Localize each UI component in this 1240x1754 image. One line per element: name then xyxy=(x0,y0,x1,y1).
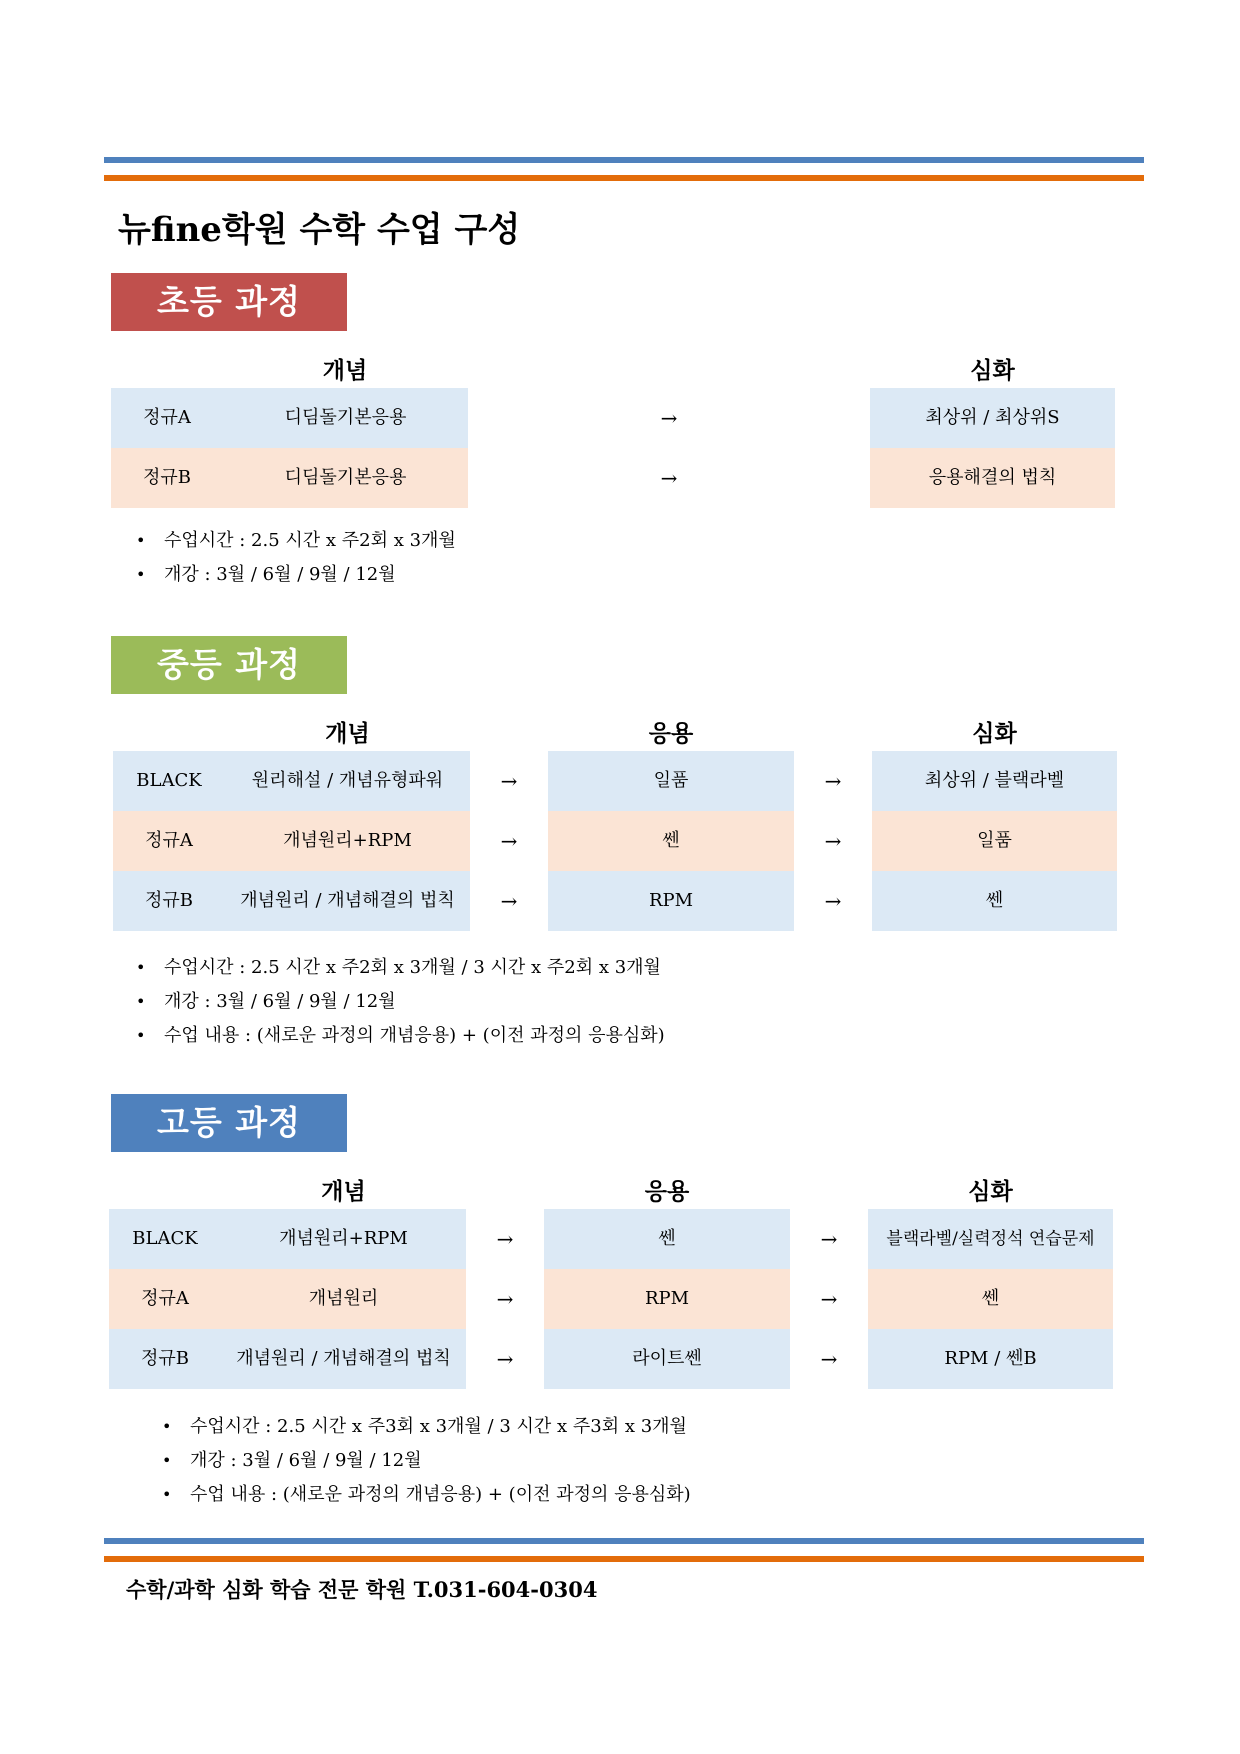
note-item: • 수업시간 : 2.5 시간 x 주2회 x 3개월 / 3 시간 x 주2회 x 3개월 xyxy=(136,951,665,985)
note-item: • 수업 내용 : (새로운 과정의 개념응용) + (이전 과정의 응용심화) xyxy=(162,1478,691,1512)
middle-header-applied: 응용 xyxy=(648,720,694,747)
arrow-icon: → xyxy=(500,829,518,853)
concept-cell: 원리해설 / 개념유형파워 xyxy=(225,751,470,811)
concept-cell: 개념원리 / 개념해결의 법칙 xyxy=(221,1329,466,1389)
note-item: • 수업시간 : 2.5 시간 x 주2회 x 3개월 xyxy=(136,524,456,558)
high-header-concept: 개념 xyxy=(321,1178,366,1205)
concept-cell: 디딤돌기본응용 xyxy=(223,448,468,508)
row-label: 정규A xyxy=(111,388,223,448)
note-item: • 개강 : 3월 / 6월 / 9월 / 12월 xyxy=(162,1444,691,1478)
top-rule-orange xyxy=(104,175,1144,181)
row-label: 정규B xyxy=(111,448,223,508)
arrow-icon: → xyxy=(500,889,518,913)
arrow-icon: → xyxy=(660,406,678,430)
applied-cell: 쎈 xyxy=(548,811,794,871)
concept-cell: 개념원리 / 개념해결의 법칙 xyxy=(225,871,470,931)
note-item: • 개강 : 3월 / 6월 / 9월 / 12월 xyxy=(136,558,456,592)
top-rule-blue xyxy=(104,157,1144,163)
arrow-icon: → xyxy=(496,1347,514,1371)
applied-cell: 라이트쎈 xyxy=(544,1329,790,1389)
applied-cell: 쎈 xyxy=(544,1209,790,1269)
arrow-icon: → xyxy=(500,769,518,793)
row-label: BLACK xyxy=(109,1209,221,1269)
arrow-icon: → xyxy=(496,1287,514,1311)
arrow-icon: → xyxy=(496,1227,514,1251)
row-label: 정규B xyxy=(113,871,225,931)
high-header-applied: 응용 xyxy=(644,1178,690,1205)
bottom-rule-orange xyxy=(104,1556,1144,1562)
applied-cell: RPM xyxy=(544,1269,790,1329)
applied-cell: RPM xyxy=(548,871,794,931)
elementary-header-concept: 개념 xyxy=(322,357,368,384)
row-label: BLACK xyxy=(113,751,225,811)
row-label: 정규A xyxy=(113,811,225,871)
advanced-cell: 응용해결의 법칙 xyxy=(870,448,1115,508)
arrow-icon: → xyxy=(824,769,842,793)
high-notes xyxy=(162,1410,691,1512)
elementary-header-advanced: 심화 xyxy=(970,357,1015,384)
arrow-icon: → xyxy=(660,466,678,490)
high-header-advanced: 심화 xyxy=(968,1178,1013,1205)
advanced-cell: RPM / 쎈B xyxy=(868,1329,1113,1389)
note-item: • 수업 내용 : (새로운 과정의 개념응용) + (이전 과정의 응용심화) xyxy=(136,1019,665,1053)
elementary-badge: 초등 과정 xyxy=(111,273,347,331)
middle-notes xyxy=(136,951,665,1053)
page-title: 뉴fine학원 수학 수업 구성 xyxy=(118,210,521,250)
middle-header-concept: 개념 xyxy=(325,720,370,747)
advanced-cell: 블랙라벨/실력정석 연습문제 xyxy=(868,1209,1113,1269)
advanced-cell: 쎈 xyxy=(868,1269,1113,1329)
concept-cell: 개념원리 xyxy=(221,1269,466,1329)
bottom-rule-blue xyxy=(104,1538,1144,1544)
arrow-icon: → xyxy=(820,1347,838,1371)
advanced-cell: 일품 xyxy=(872,811,1117,871)
elementary-notes xyxy=(136,524,456,592)
applied-cell: 일품 xyxy=(548,751,794,811)
row-label: 정규B xyxy=(109,1329,221,1389)
row-label: 정규A xyxy=(109,1269,221,1329)
concept-cell: 디딤돌기본응용 xyxy=(223,388,468,448)
note-item: • 수업시간 : 2.5 시간 x 주3회 x 3개월 / 3 시간 x 주3회 x 3개월 xyxy=(162,1410,691,1444)
high-badge: 고등 과정 xyxy=(111,1094,347,1152)
footer-contact: 수학/과학 심화 학습 전문 학원 T.031-604-0304 xyxy=(126,1577,598,1602)
advanced-cell: 최상위 / 블랙라벨 xyxy=(872,751,1117,811)
middle-header-advanced: 심화 xyxy=(972,720,1017,747)
arrow-icon: → xyxy=(820,1227,838,1251)
advanced-cell: 최상위 / 최상위S xyxy=(870,388,1115,448)
advanced-cell: 쎈 xyxy=(872,871,1117,931)
arrow-icon: → xyxy=(824,889,842,913)
middle-badge: 중등 과정 xyxy=(111,636,347,694)
note-item: • 개강 : 3월 / 6월 / 9월 / 12월 xyxy=(136,985,665,1019)
concept-cell: 개념원리+RPM xyxy=(225,811,470,871)
arrow-icon: → xyxy=(824,829,842,853)
concept-cell: 개념원리+RPM xyxy=(221,1209,466,1269)
arrow-icon: → xyxy=(820,1287,838,1311)
